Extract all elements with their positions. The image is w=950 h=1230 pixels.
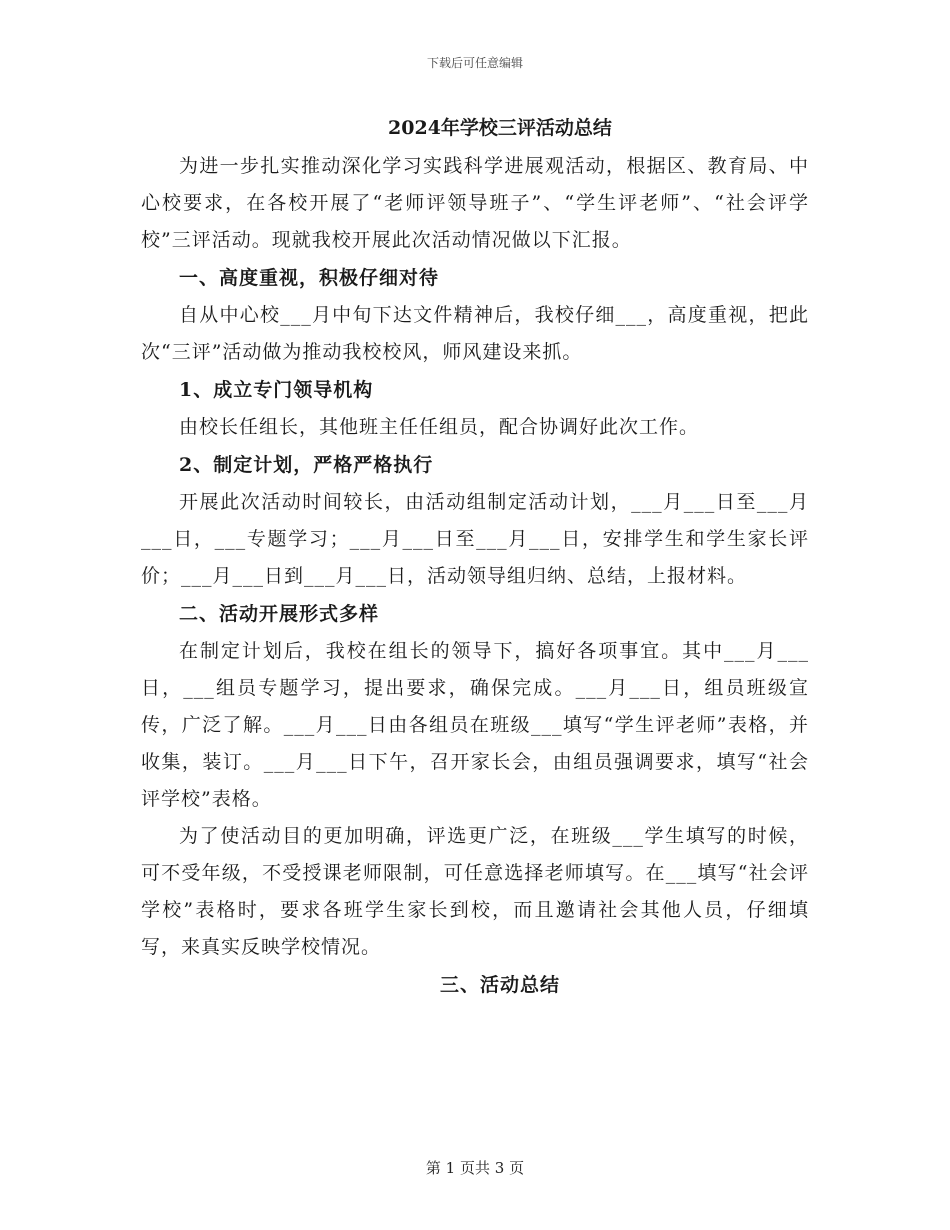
section-2-heading: 二、活动开展形式多样: [179, 603, 380, 625]
section-2-paragraph-2: 为了使活动目的更加明确，评选更广泛，在班级___学生填写的时候，可不受年级，不受授课老师限制，可任意选择老师填写。在___填写“社会评学校”表格时，要求各班学生家长到校，而且邀请社会其他人员，仔细填写，来真实反映学校情况。: [141, 825, 809, 958]
intro-paragraph: 为进一步扎实推动深化学习实践科学进展观活动，根据区、教育局、中心校要求，在各校开展了“老师评领导班子”、“学生评老师”、“社会评学校”三评活动。现就我校开展此次活动情况做以下汇报。: [141, 155, 809, 251]
document-title: 2024年学校三评活动总结: [388, 117, 612, 139]
section-1-heading: 一、高度重视，积极仔细对待: [179, 267, 440, 289]
subsection-2-paragraph: 开展此次活动时间较长，由活动组制定活动计划，___月___日至___月___日，___专题学习；___月___日至___月___日，安排学生和学生家长评价；___月___日到___月___日，活动领导组归纳、总结，上报材料。: [141, 491, 809, 587]
page-footer: 第 1 页共 3 页: [425, 1159, 525, 1177]
document-body: [141, 110, 809, 1004]
subsection-1-paragraph: 由校长任组长，其他班主任任组员，配合协调好此次工作。: [179, 416, 700, 438]
section-1-paragraph: 自从中心校___月中旬下达文件精神后，我校仔细___，高度重视，把此次“三评”活动做为推动我校校风，师风建设来抓。: [141, 304, 809, 363]
subsection-1-heading: 1、成立专门领导机构: [179, 379, 374, 401]
section-3-heading: 三、活动总结: [439, 974, 560, 996]
header-note: 下载后可任意编辑: [426, 56, 523, 70]
subsection-2-heading: 2、制定计划，严格严格执行: [179, 454, 434, 476]
section-2-paragraph-1: 在制定计划后，我校在组长的领导下，搞好各项事宜。其中___月___日，___组员专题学习，提出要求，确保完成。___月___日，组员班级宣传，广泛了解。___月___日由各组员在班级___填写“学生评老师”表格，并收集，装订。___月___日下午，召开家长会，由组员强调要求，填写“社会评学校”表格。: [141, 640, 809, 810]
